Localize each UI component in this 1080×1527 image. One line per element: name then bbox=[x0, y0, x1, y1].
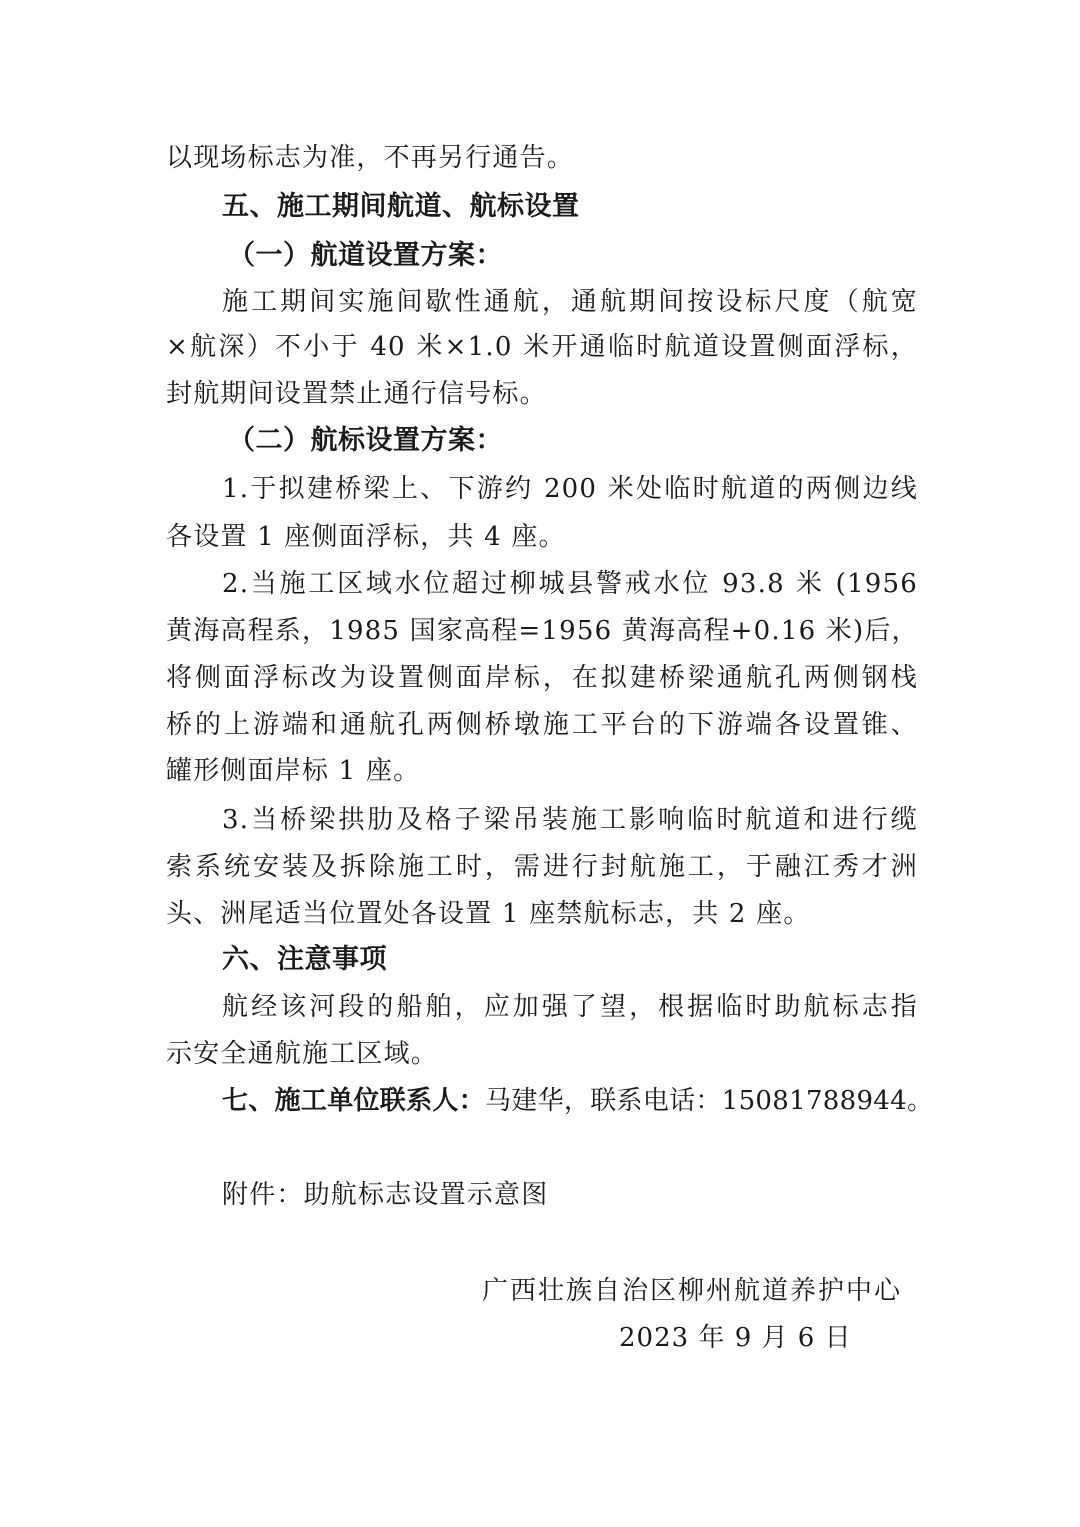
contact-name: 马建华 bbox=[485, 1086, 564, 1116]
contact-phone: 15081788944 bbox=[721, 1086, 907, 1116]
list-item-2-line: 黄海高程系，1985 国家高程=1956 黄海高程+0.16 米)后， bbox=[166, 616, 919, 646]
intro-tail-text: 以现场标志为准，不再另行通告。 bbox=[166, 143, 575, 173]
list-item-3-line: 头、洲尾适当位置处各设置 1 座禁航标志，共 2 座。 bbox=[166, 899, 811, 929]
list-item-2-line: 桥的上游端和通航孔两侧桥墩施工平台的下游端各设置锥、 bbox=[166, 710, 918, 740]
signature-organization: 广西壮族自治区柳州航道养护中心 bbox=[482, 1276, 903, 1306]
list-item-1-line: 各设置 1 座侧面浮标，共 4 座。 bbox=[166, 522, 566, 552]
section5-sub2-heading: （二）航标设置方案： bbox=[228, 425, 503, 456]
list-item-3-line: 索系统安装及拆除施工时，需进行封航施工，于融江秀才洲 bbox=[166, 852, 918, 882]
attachment-note: 附件：助航标志设置示意图 bbox=[222, 1180, 549, 1210]
paragraph-line: 封航期间设置禁止通行信号标。 bbox=[166, 379, 547, 409]
paragraph-line: 航经该河段的船舶，应加强了望，根据临时助航标志指 bbox=[222, 992, 918, 1022]
list-item-1-line: 1.于拟建桥梁上、下游约 200 米处临时航道的两侧边线 bbox=[222, 474, 918, 504]
section7-heading: 七、施工单位联系人： bbox=[222, 1086, 486, 1116]
section5-heading: 五、施工期间航道、航标设置 bbox=[222, 191, 580, 222]
signature-date: 2023 年 9 月 6 日 bbox=[619, 1323, 852, 1353]
list-item-2-line: 将侧面浮标改为设置侧面岸标，在拟建桥梁通航孔两侧钢栈 bbox=[166, 663, 918, 693]
section6-heading: 六、注意事项 bbox=[222, 944, 387, 975]
list-item-2-line: 罐形侧面岸标 1 座。 bbox=[166, 756, 421, 786]
list-item-3-line: 3.当桥梁拱肋及格子梁吊装施工影响临时航道和进行缆 bbox=[222, 805, 918, 835]
paragraph-line: 示安全通航施工区域。 bbox=[166, 1039, 439, 1069]
section7-contact-line bbox=[222, 1084, 934, 1118]
contact-phone-label: ，联系电话： bbox=[563, 1086, 722, 1116]
paragraph-line: 施工期间实施间歇性通航，通航期间按设标尺度（航宽 bbox=[222, 287, 918, 317]
section5-sub1-heading: （一）航道设置方案： bbox=[228, 240, 503, 271]
list-item-2-line: 2.当施工区域水位超过柳城县警戒水位 93.8 米 (1956 bbox=[222, 569, 918, 599]
contact-line-end: 。 bbox=[907, 1086, 934, 1116]
paragraph-line: ×航深）不小于 40 米×1.0 米开通临时航道设置侧面浮标， bbox=[166, 332, 918, 362]
